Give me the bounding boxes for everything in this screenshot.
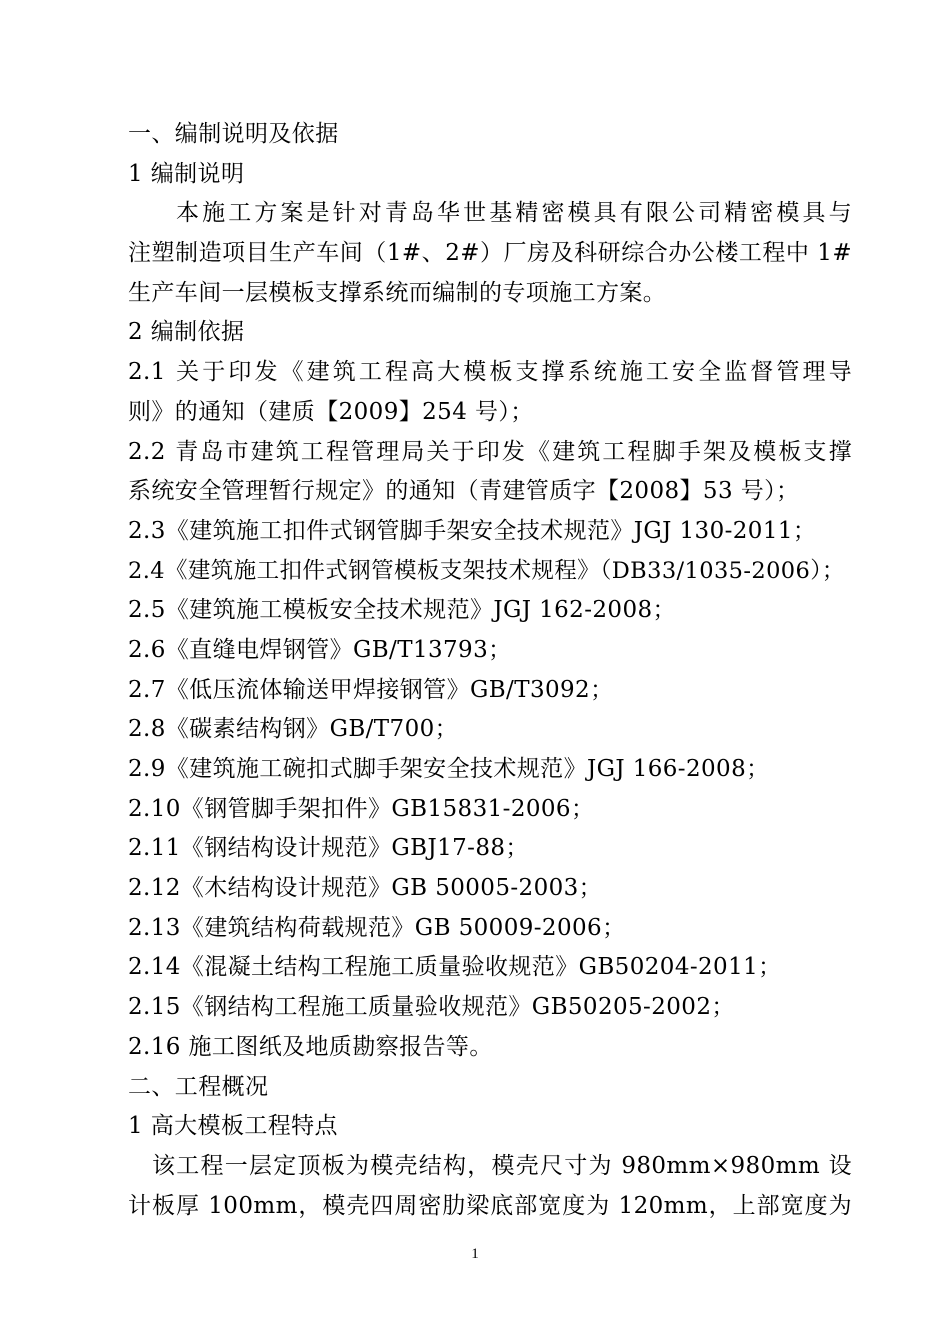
document-body bbox=[128, 115, 852, 1226]
page-number: 1 bbox=[471, 1246, 479, 1262]
reference-item: 2.2 青岛市建筑工程管理局关于印发《建筑工程脚手架及模板支撑 bbox=[128, 438, 852, 465]
paragraph-line: 本施工方案是针对青岛华世基精密模具有限公司精密模具与 bbox=[176, 200, 852, 227]
paragraph-line: 注塑制造项目生产车间（1#、2#）厂房及科研综合办公楼工程中 1# bbox=[128, 240, 852, 267]
section-heading-2: 二、工程概况 bbox=[128, 1073, 269, 1100]
reference-item: 2.3《建筑施工扣件式钢管脚手架安全技术规范》JGJ 130-2011； bbox=[128, 517, 817, 544]
paragraph-line: 生产车间一层模板支撑系统而编制的专项施工方案。 bbox=[128, 279, 667, 306]
reference-item: 2.6《直缝电焊钢管》GB/T13793； bbox=[128, 636, 512, 663]
reference-item: 2.14《混凝土结构工程施工质量验收规范》GB50204-2011； bbox=[128, 954, 782, 981]
reference-item: 系统安全管理暂行规定》的通知（青建管质字【2008】53 号）； bbox=[128, 478, 800, 505]
paragraph-line: 计板厚 100mm，模壳四周密肋梁底部宽度为 120mm，上部宽度为 bbox=[128, 1192, 852, 1219]
reference-item: 2.7《低压流体输送甲焊接钢管》GB/T3092； bbox=[128, 676, 614, 703]
reference-item: 2.4《建筑施工扣件式钢管模板支架技术规程》（DB33/1035-2006）； bbox=[128, 557, 845, 584]
section-heading-1: 一、编制说明及依据 bbox=[128, 121, 339, 147]
paragraph-line: 该工程一层定顶板为模壳结构，模壳尺寸为 980mm×980mm 设 bbox=[152, 1152, 852, 1179]
reference-item: 2.9《建筑施工碗扣式脚手架安全技术规范》JGJ 166-2008； bbox=[128, 756, 770, 782]
reference-item: 则》的通知（建质【2009】254 号）； bbox=[128, 398, 534, 425]
reference-item: 2.8《碳素结构钢》GB/T700； bbox=[128, 716, 459, 743]
reference-item: 2.1 关于印发《建筑工程高大模板支撑系统施工安全监督管理导 bbox=[128, 359, 852, 386]
subsection-heading-3: 1 高大模板工程特点 bbox=[128, 1113, 338, 1140]
reference-item: 2.16 施工图纸及地质勘察报告等。 bbox=[128, 1033, 493, 1060]
subsection-heading-1: 1 编制说明 bbox=[128, 160, 245, 187]
reference-item: 2.12《木结构设计规范》GB 50005-2003； bbox=[128, 875, 603, 902]
reference-item: 2.15《钢结构工程施工质量验收规范》GB50205-2002； bbox=[128, 994, 735, 1021]
reference-item: 2.10《钢管脚手架扣件》GB15831-2006； bbox=[128, 795, 595, 822]
subsection-heading-2: 2 编制依据 bbox=[128, 319, 245, 346]
reference-item: 2.11《钢结构设计规范》GBJ17-88； bbox=[128, 835, 529, 862]
reference-item: 2.5《建筑施工模板安全技术规范》JGJ 162-2008； bbox=[128, 597, 676, 624]
reference-item: 2.13《建筑结构荷载规范》GB 50009-2006； bbox=[128, 914, 626, 941]
